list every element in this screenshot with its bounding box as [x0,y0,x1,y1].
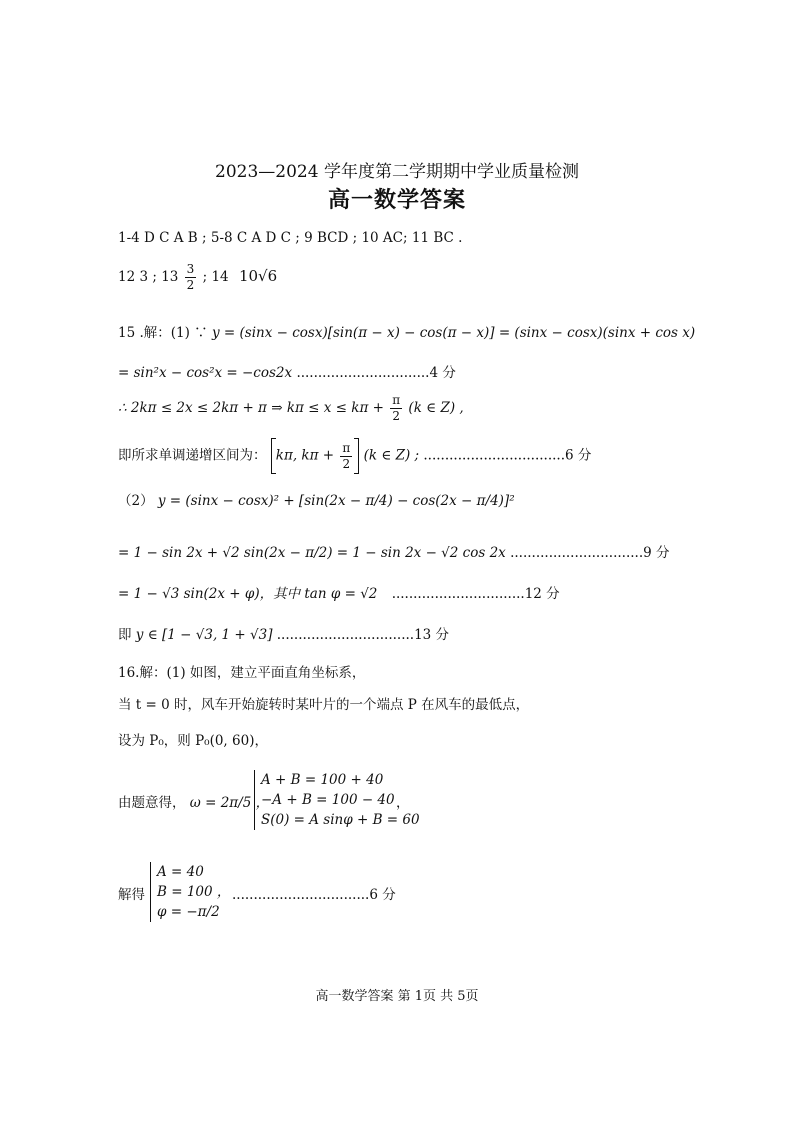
equation-system-1: A + B = 100 + 40 −A + B = 100 − 40 S(0) = A sinφ + B = 60 [254,770,420,830]
q15-line-1: 15 .解：(1) ∵ y = (sinx − cosx)[sin(π − x) − cos(π − x)] = (sinx − cosx)(sinx + cos x) [118,325,696,341]
q16-line-1: 16.解：(1) 如图，建立平面直角坐标系， [118,665,366,681]
q15-line-3: ∴ 2kπ ≤ 2x ≤ 2kπ + π ⇒ kπ ≤ x ≤ kπ + $\frac{\pi}{2}$ (k ∈ Z) , [118,393,464,423]
equation-system-2: A = 40 B = 100 ， φ = −π/2 [150,862,230,922]
q16-points: ................................6 分 [232,887,396,903]
answer-key-line-2 [118,262,277,293]
q15-line-5: （2） y = (sinx − cosx)² + [sin(2x − π/4) − cos(2x − π/4)]² [118,493,515,509]
exam-title: 2023—2024 学年度第二学期期中学业质量检测 [215,162,579,182]
answer-13-fraction: $\frac{3}{2}$ [186,262,195,292]
q15-line-7: = 1 − √3 sin(2x + φ)，其中 tan φ = √2 ...............................12 分 [118,586,560,602]
q16-line-2: 当 t = 0 时，风车开始旋转时某叶片的一个端点 P 在风车的最低点， [118,697,530,713]
answer-14-value: 10√6 [238,267,278,285]
answer-12-13-label: 12 3 ; 13 [118,269,179,285]
system-1-tail: ， [396,795,410,811]
answer-key-line-1: 1-4 D C A B ; 5-8 C A D C ; 9 BCD ; 10 AC; 11 BC . [118,230,463,246]
q15-line-4: 即所求单调递增区间为： kπ, kπ + $\frac{\pi}{2}$ (k ∈ Z) ; .................................6 分 [118,438,591,474]
q16-line-3: 设为 P₀，则 P₀(0, 60)， [118,733,268,749]
answer-subtitle: 高一数学答案 [327,187,466,213]
q15-line-2: = sin²x − cos²x = −cos2x ...............................4 分 [118,365,456,381]
q15-line-8: 即 y ∈ [1 − √3, 1 + √3] ................................13 分 [118,627,450,643]
q16-line-4: 由题意得， ω = 2π/5 ， [118,795,270,811]
q16-line-5: 解得 [118,887,145,903]
q15-line-6: = 1 − sin 2x + √2 sin(2x − π/2) = 1 − sin 2x − √2 cos 2x ...............................9 分 [118,545,670,561]
answer-14-label: ; 14 [202,269,229,285]
page-footer: 高一数学答案 第 1页 共 5页 [315,989,479,1004]
